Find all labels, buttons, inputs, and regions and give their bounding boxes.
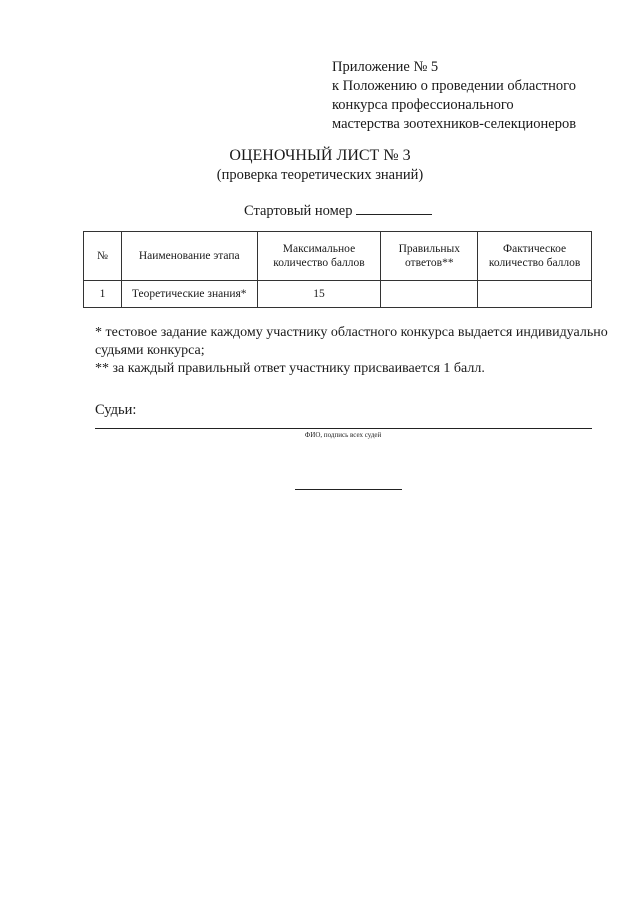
end-divider bbox=[295, 489, 402, 490]
footnote-1-line-2: судьями конкурса; bbox=[95, 343, 205, 358]
appendix-line-2: к Положению о проведении областного bbox=[332, 78, 576, 94]
cell-correct-answers bbox=[381, 281, 478, 308]
footnote-2: ** за каждый правильный ответ участнику присваивается 1 балл. bbox=[95, 361, 485, 376]
footnote-1-line-1: * тестовое задание каждому участнику областного конкурса выдается индивидуально bbox=[95, 325, 608, 340]
start-number-label: Стартовый номер bbox=[244, 203, 353, 219]
cell-max-score: 15 bbox=[257, 281, 381, 308]
header-correct-answers: Правильных ответов** bbox=[381, 232, 478, 281]
appendix-header bbox=[332, 58, 576, 134]
header-actual-score: Фактическое количество баллов bbox=[478, 232, 592, 281]
score-table bbox=[83, 231, 592, 308]
cell-actual-score bbox=[478, 281, 592, 308]
cell-number: 1 bbox=[84, 281, 122, 308]
start-number-field bbox=[244, 202, 432, 220]
start-number-blank bbox=[356, 202, 432, 215]
header-number: № bbox=[84, 232, 122, 281]
signature-caption: ФИО, подпись всех судей bbox=[304, 431, 382, 439]
judges-label: Судьи: bbox=[95, 402, 137, 418]
appendix-line-1: Приложение № 5 bbox=[332, 59, 439, 75]
header-stage-name: Наименование этапа bbox=[121, 232, 257, 281]
document-subtitle: (проверка теоретических знаний) bbox=[216, 167, 424, 183]
header-max-score: Максимальное количество баллов bbox=[257, 232, 381, 281]
appendix-line-3: конкурса профессионального bbox=[332, 97, 514, 113]
footnotes bbox=[95, 324, 608, 378]
table-row bbox=[84, 281, 592, 308]
cell-stage-name: Теоретические знания* bbox=[121, 281, 257, 308]
appendix-line-4: мастерства зоотехников-селекционеров bbox=[332, 116, 577, 132]
table-header-row bbox=[84, 232, 592, 281]
signature-line bbox=[95, 428, 592, 429]
document-title: ОЦЕНОЧНЫЙ ЛИСТ № 3 bbox=[229, 147, 411, 164]
